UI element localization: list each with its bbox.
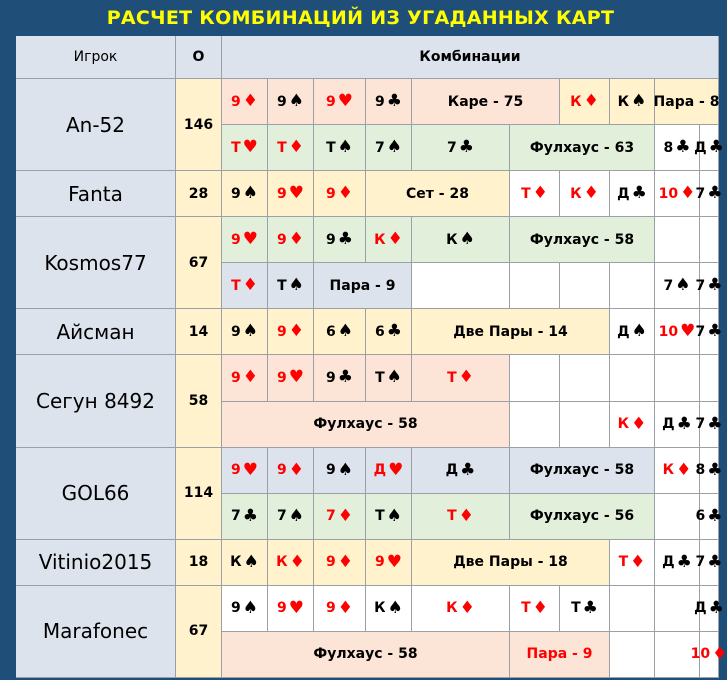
card-rank: Т bbox=[277, 277, 287, 294]
card-rank: 9 bbox=[231, 462, 241, 479]
card-cell bbox=[655, 402, 700, 448]
card-cell bbox=[268, 217, 314, 263]
card-rank: 6 bbox=[695, 508, 706, 525]
card-rank: 7 bbox=[663, 277, 674, 294]
combination-label: Пара - 9 bbox=[510, 632, 610, 678]
club-icon: ♣ bbox=[708, 597, 724, 618]
card-rank: Т bbox=[521, 600, 531, 617]
header-player: Игрок bbox=[16, 36, 176, 79]
player-score: 114 bbox=[176, 448, 222, 540]
empty-cell bbox=[655, 217, 700, 263]
empty-cell bbox=[700, 355, 719, 401]
diamond-icon: ♦ bbox=[288, 137, 304, 158]
card-cell bbox=[222, 540, 268, 586]
diamond-icon: ♦ bbox=[532, 597, 548, 618]
club-icon: ♣ bbox=[386, 321, 402, 342]
diamond-icon: ♦ bbox=[583, 91, 599, 112]
player-name: An-52 bbox=[16, 79, 176, 171]
club-icon: ♣ bbox=[458, 137, 474, 158]
combination-label: Пара - 9 bbox=[314, 263, 412, 309]
player-score: 28 bbox=[176, 171, 222, 217]
card-cell bbox=[222, 263, 268, 309]
diamond-icon: ♦ bbox=[459, 597, 475, 618]
header-combinations: Комбинации bbox=[222, 36, 719, 79]
diamond-icon: ♦ bbox=[532, 183, 548, 204]
spade-icon: ♠ bbox=[337, 321, 353, 342]
heart-icon: ♥ bbox=[288, 367, 304, 388]
card-cell bbox=[222, 171, 268, 217]
card-cell bbox=[222, 309, 268, 355]
card-rank: Т bbox=[277, 139, 287, 156]
player-name: Marafonec bbox=[16, 586, 176, 678]
diamond-icon: ♦ bbox=[337, 183, 353, 204]
empty-cell bbox=[655, 494, 700, 540]
card-rank: 7 bbox=[447, 139, 457, 156]
empty-cell bbox=[560, 402, 610, 448]
player-score: 67 bbox=[176, 217, 222, 309]
spade-icon: ♠ bbox=[242, 183, 258, 204]
card-rank: Д bbox=[662, 416, 675, 433]
card-rank: Т bbox=[618, 554, 629, 571]
card-rank: Т bbox=[571, 600, 581, 617]
card-cell bbox=[610, 540, 655, 586]
diamond-icon: ♦ bbox=[631, 413, 647, 434]
club-icon: ♣ bbox=[707, 413, 723, 434]
club-icon: ♣ bbox=[676, 551, 692, 572]
card-cell bbox=[314, 125, 366, 171]
player-name: Сегун 8492 bbox=[16, 355, 176, 447]
player-score: 58 bbox=[176, 355, 222, 447]
card-cell bbox=[268, 448, 314, 494]
card-rank: Т bbox=[231, 277, 241, 294]
heart-icon: ♥ bbox=[288, 183, 304, 204]
card-rank: К bbox=[446, 231, 458, 248]
card-rank: 9 bbox=[326, 369, 336, 386]
card-cell bbox=[314, 79, 366, 125]
card-cell bbox=[222, 79, 268, 125]
card-cell bbox=[695, 263, 723, 309]
heart-icon: ♥ bbox=[288, 597, 304, 618]
card-cell bbox=[610, 171, 655, 217]
spade-icon: ♠ bbox=[386, 137, 402, 158]
card-rank: 9 bbox=[231, 231, 241, 248]
card-cell bbox=[695, 540, 723, 586]
club-icon: ♣ bbox=[707, 551, 723, 572]
card-cell bbox=[366, 125, 412, 171]
card-rank: 7 bbox=[695, 185, 706, 202]
card-rank: Т bbox=[375, 369, 385, 386]
club-icon: ♣ bbox=[337, 367, 353, 388]
empty-cell bbox=[700, 217, 719, 263]
empty-cell bbox=[510, 263, 560, 309]
club-icon: ♣ bbox=[337, 229, 353, 250]
diamond-icon: ♦ bbox=[288, 321, 304, 342]
combination-label: Пара - 8 bbox=[655, 79, 719, 125]
card-cell bbox=[412, 355, 510, 401]
card-cell bbox=[412, 448, 510, 494]
diamond-icon: ♦ bbox=[337, 551, 353, 572]
combination-label: Фулхаус - 56 bbox=[510, 494, 655, 540]
card-cell bbox=[695, 448, 723, 494]
card-cell bbox=[314, 355, 366, 401]
card-rank: 6 bbox=[375, 323, 385, 340]
diamond-icon: ♦ bbox=[242, 91, 258, 112]
spade-icon: ♠ bbox=[288, 505, 304, 526]
card-rank: 9 bbox=[277, 600, 287, 617]
card-rank: К bbox=[570, 185, 582, 202]
club-icon: ♣ bbox=[707, 459, 723, 480]
card-cell bbox=[690, 632, 727, 678]
card-rank: 9 bbox=[231, 369, 241, 386]
card-rank: 9 bbox=[277, 323, 287, 340]
card-cell bbox=[655, 309, 700, 355]
card-rank: 9 bbox=[277, 185, 287, 202]
empty-cell bbox=[412, 263, 510, 309]
card-cell bbox=[314, 171, 366, 217]
card-cell bbox=[314, 586, 366, 632]
empty-cell bbox=[560, 263, 610, 309]
card-cell bbox=[366, 309, 412, 355]
club-icon: ♣ bbox=[708, 137, 724, 158]
heart-icon: ♥ bbox=[680, 321, 696, 342]
combination-label: Сет - 28 bbox=[366, 171, 510, 217]
combination-label: Фулхаус - 63 bbox=[510, 125, 655, 171]
card-cell bbox=[695, 171, 723, 217]
card-rank: 9 bbox=[375, 93, 385, 110]
card-cell bbox=[610, 402, 655, 448]
card-cell bbox=[366, 448, 412, 494]
empty-cell bbox=[610, 355, 655, 401]
spade-icon: ♠ bbox=[242, 597, 258, 618]
card-cell bbox=[268, 309, 314, 355]
card-rank: Т bbox=[326, 139, 336, 156]
card-cell bbox=[366, 540, 412, 586]
spade-icon: ♠ bbox=[243, 551, 259, 572]
card-rank: 10 bbox=[658, 185, 679, 202]
card-rank: 9 bbox=[326, 93, 336, 110]
card-rank: Д bbox=[694, 139, 707, 156]
card-cell bbox=[222, 586, 268, 632]
card-cell bbox=[268, 79, 314, 125]
player-name: Fanta bbox=[16, 171, 176, 217]
card-cell bbox=[314, 309, 366, 355]
spade-icon: ♠ bbox=[631, 91, 647, 112]
diamond-icon: ♦ bbox=[288, 459, 304, 480]
card-cell bbox=[366, 494, 412, 540]
diamond-icon: ♦ bbox=[288, 229, 304, 250]
card-rank: 7 bbox=[695, 323, 706, 340]
card-cell bbox=[510, 171, 560, 217]
diamond-icon: ♦ bbox=[583, 183, 599, 204]
card-rank: 9 bbox=[326, 600, 336, 617]
diamond-icon: ♦ bbox=[337, 597, 353, 618]
empty-cell bbox=[610, 586, 655, 632]
card-cell bbox=[694, 125, 724, 171]
card-rank: К bbox=[374, 231, 386, 248]
player-score: 14 bbox=[176, 309, 222, 355]
diamond-icon: ♦ bbox=[630, 551, 646, 572]
club-icon: ♣ bbox=[582, 597, 598, 618]
card-rank: 9 bbox=[277, 369, 287, 386]
spade-icon: ♠ bbox=[337, 137, 353, 158]
card-rank: 6 bbox=[326, 323, 336, 340]
spade-icon: ♠ bbox=[242, 321, 258, 342]
card-rank: 7 bbox=[695, 277, 706, 294]
card-rank: 9 bbox=[231, 185, 241, 202]
card-rank: 7 bbox=[231, 508, 241, 525]
card-cell bbox=[366, 217, 412, 263]
spade-icon: ♠ bbox=[386, 505, 402, 526]
card-cell bbox=[314, 217, 366, 263]
card-rank: 7 bbox=[277, 508, 287, 525]
spade-icon: ♠ bbox=[288, 91, 304, 112]
card-rank: К bbox=[617, 93, 630, 110]
card-rank: К bbox=[276, 554, 288, 571]
card-rank: К bbox=[570, 93, 582, 110]
card-rank: К bbox=[230, 554, 242, 571]
diamond-icon: ♦ bbox=[242, 275, 258, 296]
club-icon: ♣ bbox=[707, 321, 723, 342]
spade-icon: ♠ bbox=[631, 321, 647, 342]
card-cell bbox=[695, 402, 723, 448]
card-cell bbox=[268, 125, 314, 171]
diamond-icon: ♦ bbox=[680, 183, 696, 204]
card-rank: Д bbox=[694, 600, 707, 617]
card-rank: 7 bbox=[695, 416, 706, 433]
player-score: 146 bbox=[176, 79, 222, 171]
player-score: 18 bbox=[176, 540, 222, 586]
empty-cell bbox=[655, 355, 700, 401]
spade-icon: ♠ bbox=[337, 459, 353, 480]
card-cell bbox=[268, 171, 314, 217]
empty-cell bbox=[510, 402, 560, 448]
diamond-icon: ♦ bbox=[289, 551, 305, 572]
combination-label: Каре - 75 bbox=[412, 79, 560, 125]
card-rank: 8 bbox=[695, 462, 706, 479]
empty-cell bbox=[510, 355, 560, 401]
card-cell bbox=[366, 355, 412, 401]
card-cell bbox=[412, 125, 510, 171]
card-rank: Т bbox=[375, 508, 385, 525]
diamond-icon: ♦ bbox=[712, 643, 727, 664]
spade-icon: ♠ bbox=[459, 229, 475, 250]
card-cell bbox=[655, 171, 700, 217]
card-cell bbox=[412, 494, 510, 540]
header-score: О bbox=[176, 36, 222, 79]
card-rank: Т bbox=[447, 508, 457, 525]
combination-label: Фулхаус - 58 bbox=[222, 402, 510, 448]
card-cell bbox=[610, 309, 655, 355]
card-cell bbox=[268, 494, 314, 540]
card-cell bbox=[314, 540, 366, 586]
club-icon: ♣ bbox=[631, 183, 647, 204]
card-cell bbox=[314, 448, 366, 494]
card-cell bbox=[655, 540, 700, 586]
card-cell bbox=[560, 79, 610, 125]
card-rank: 9 bbox=[326, 462, 336, 479]
card-cell bbox=[222, 125, 268, 171]
card-cell bbox=[222, 355, 268, 401]
card-cell bbox=[314, 494, 366, 540]
card-cell bbox=[655, 448, 700, 494]
card-cell bbox=[222, 217, 268, 263]
heart-icon: ♥ bbox=[337, 91, 353, 112]
card-rank: 10 bbox=[690, 646, 711, 663]
club-icon: ♣ bbox=[676, 413, 692, 434]
diamond-icon: ♦ bbox=[676, 459, 692, 480]
card-rank: 9 bbox=[231, 93, 241, 110]
card-cell bbox=[560, 586, 610, 632]
card-rank: 9 bbox=[231, 323, 241, 340]
heart-icon: ♥ bbox=[242, 229, 258, 250]
card-rank: 9 bbox=[277, 231, 287, 248]
card-cell bbox=[268, 540, 314, 586]
diamond-icon: ♦ bbox=[458, 367, 474, 388]
heart-icon: ♥ bbox=[386, 551, 402, 572]
card-rank: 9 bbox=[277, 462, 287, 479]
combination-label: Две Пары - 18 bbox=[412, 540, 610, 586]
player-name: Айсман bbox=[16, 309, 176, 355]
card-cell bbox=[694, 586, 724, 632]
club-icon: ♣ bbox=[707, 505, 723, 526]
card-rank: Т bbox=[447, 369, 457, 386]
card-cell bbox=[655, 263, 700, 309]
card-cell bbox=[695, 494, 723, 540]
card-rank: 9 bbox=[326, 185, 336, 202]
card-cell bbox=[412, 217, 510, 263]
card-cell bbox=[366, 79, 412, 125]
spade-icon: ♠ bbox=[675, 275, 691, 296]
diamond-icon: ♦ bbox=[387, 229, 403, 250]
player-name: GOL66 bbox=[16, 448, 176, 540]
page-title: РАСЧЕТ КОМБИНАЦИЙ ИЗ УГАДАННЫХ КАРТ bbox=[106, 7, 615, 29]
combination-label: Две Пары - 14 bbox=[412, 309, 610, 355]
combination-label: Фулхаус - 58 bbox=[222, 632, 510, 678]
heart-icon: ♥ bbox=[242, 459, 258, 480]
card-cell bbox=[695, 309, 723, 355]
card-rank: 9 bbox=[326, 231, 336, 248]
card-rank: К bbox=[662, 462, 675, 479]
heart-icon: ♥ bbox=[388, 459, 404, 480]
club-icon: ♣ bbox=[242, 505, 258, 526]
card-rank: 9 bbox=[326, 554, 336, 571]
card-rank: Т bbox=[231, 139, 241, 156]
empty-cell bbox=[560, 355, 610, 401]
card-cell bbox=[268, 586, 314, 632]
combination-label: Фулхаус - 58 bbox=[510, 217, 655, 263]
card-rank: Д bbox=[617, 323, 630, 340]
card-rank: Д bbox=[373, 462, 387, 479]
card-rank: 7 bbox=[695, 554, 706, 571]
card-cell bbox=[510, 586, 560, 632]
card-rank: 7 bbox=[375, 139, 385, 156]
card-rank: 8 bbox=[663, 139, 674, 156]
card-rank: 7 bbox=[326, 508, 336, 525]
card-cell bbox=[222, 448, 268, 494]
card-rank: 9 bbox=[277, 93, 287, 110]
spade-icon: ♠ bbox=[288, 275, 304, 296]
card-cell bbox=[222, 494, 268, 540]
spade-icon: ♠ bbox=[386, 367, 402, 388]
diamond-icon: ♦ bbox=[337, 505, 353, 526]
diamond-icon: ♦ bbox=[242, 367, 258, 388]
card-rank: Д bbox=[445, 462, 459, 479]
card-rank: 10 bbox=[658, 323, 679, 340]
heart-icon: ♥ bbox=[242, 137, 258, 158]
card-rank: К bbox=[617, 416, 630, 433]
card-cell bbox=[560, 171, 610, 217]
card-rank: 9 bbox=[231, 600, 241, 617]
card-rank: Д bbox=[617, 185, 630, 202]
club-icon: ♣ bbox=[707, 275, 723, 296]
card-cell bbox=[268, 355, 314, 401]
empty-cell bbox=[610, 263, 655, 309]
player-name: Vitinio2015 bbox=[16, 540, 176, 586]
player-name: Kosmos77 bbox=[16, 217, 176, 309]
card-rank: Т bbox=[521, 185, 531, 202]
club-icon: ♣ bbox=[386, 91, 402, 112]
club-icon: ♣ bbox=[460, 459, 476, 480]
combination-label: Фулхаус - 58 bbox=[510, 448, 655, 494]
card-cell bbox=[412, 586, 510, 632]
card-rank: 9 bbox=[375, 554, 385, 571]
diamond-icon: ♦ bbox=[458, 505, 474, 526]
card-cell bbox=[268, 263, 314, 309]
card-rank: К bbox=[446, 600, 458, 617]
card-rank: К bbox=[374, 600, 386, 617]
player-score: 67 bbox=[176, 586, 222, 678]
club-icon: ♣ bbox=[707, 183, 723, 204]
club-icon: ♣ bbox=[675, 137, 691, 158]
card-cell bbox=[366, 586, 412, 632]
empty-cell bbox=[610, 632, 655, 678]
card-cell bbox=[610, 79, 655, 125]
card-rank: Д bbox=[662, 554, 675, 571]
spade-icon: ♠ bbox=[387, 597, 403, 618]
